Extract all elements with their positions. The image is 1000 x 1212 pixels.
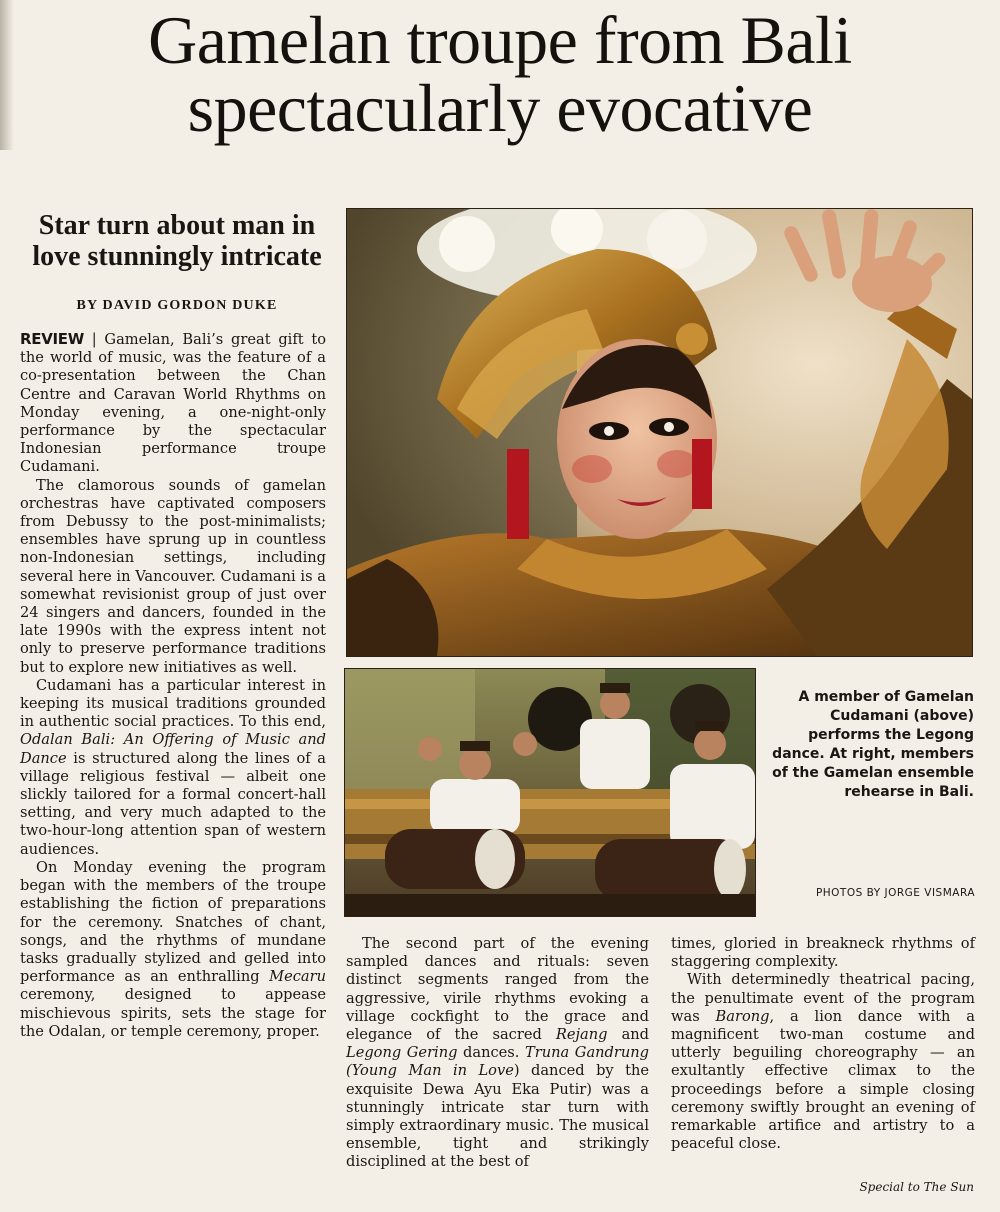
paragraph-6	[671, 971, 975, 1153]
paragraph-5-text-a: The second part of the evening sampled dances and rituals: seven distinct segments ranged from the aggressive, virile rhythms evoking a village cockfight to the grace and elegance of the sacred	[346, 935, 649, 1044]
paragraph-1-text: | Gamelan, Bali’s great gift to the world of music, was the feature of a co-presentation between the Chan Centre and Caravan World Rhythms on Monday evening, a one-night-only performance by the spectacular Indonesian performance troupe Cudamani.	[20, 331, 327, 476]
paragraph-1	[20, 330, 326, 477]
paragraph-6-text-a: With determinedly theatrical pacing, the penultimate event of the program was	[671, 971, 975, 1025]
dance-barong: Barong	[715, 1007, 770, 1025]
paragraph-5-text-d: danced by the exquisite Dewa Ayu Eka Putir) was a stunningly intricate star turn with simply extraordinary music. The musical ensemble, tight and strikingly disciplined at the best of	[346, 1062, 650, 1171]
photo-legong-dancer	[346, 208, 973, 657]
dancer-illustration	[347, 209, 972, 656]
scan-edge-shadow	[0, 0, 14, 150]
term-mecaru: Mecaru	[269, 968, 327, 986]
paragraph-3	[20, 677, 326, 859]
paragraph-5	[346, 935, 649, 1172]
paragraph-4-text-a: On Monday evening the program began with the members of the troupe establishing the fiction of preparations for the ceremony. Snatches of chant, songs, and the rhythms of mundane tasks gradually stylized and gelled into performance as an enthralling	[20, 858, 326, 986]
work-title-odalan: Odalan Bali: An Offering of Music and Dance	[20, 731, 326, 767]
ensemble-illustration	[345, 669, 755, 916]
photo-caption: A member of Gamelan Cudamani (above) performs the Legong dance. At right, members of the Gamelan ensemble rehearse in Bali.	[772, 689, 974, 800]
photo-credit: PHOTOS BY JORGE VISMARA	[815, 887, 975, 899]
review-tag: REVIEW	[20, 330, 84, 348]
headline: Gamelan troupe from Bali spectacularly evocative	[148, 2, 852, 146]
paragraph-3-text-b: is structured along the lines of a village religious festival — albeit one slickly tailored for a formal concert-hall setting, and very much adapted to the two-hour-long attention span of western audiences.	[20, 749, 327, 858]
byline: BY DAVID GORDON DUKE	[76, 298, 278, 313]
paragraph-3-text-a: Cudamani has a particular interest in keeping its musical traditions grounded in authentic social practices. To this end,	[20, 676, 326, 731]
photo-gamelan-ensemble	[344, 668, 756, 917]
dance-legong-gering: Legong Gering	[346, 1044, 458, 1062]
paren-close: )	[513, 1062, 520, 1080]
article-column-3	[671, 935, 975, 1153]
paragraph-5-text-b: and	[621, 1026, 650, 1044]
signoff: Special to The Sun	[859, 1180, 974, 1194]
paragraph-4-text-b: ceremony, designed to appease mischievous spirits, sets the stage for the Odalan, or temple ceremony, proper.	[20, 986, 326, 1040]
paragraph-4	[20, 859, 326, 1041]
paragraph-6-text-b: , a lion dance with a magnificent two-man costume and utterly beguiling choreography — an exultantly effective climax to the proceedings before a simple closing ceremony swiftly brought an evening of remarkable artifice and artistry to a peaceful close.	[671, 1007, 975, 1153]
paragraph-5-text-c: dances.	[463, 1044, 520, 1062]
subheadline: Star turn about man in love stunningly intricate	[32, 210, 322, 272]
dance-truna-gandrung: Truna Gandrung (Young Man in Love	[346, 1044, 649, 1080]
article-column-1	[20, 330, 326, 1041]
paragraph-5-continued: times, gloried in breakneck rhythms of staggering complexity.	[671, 935, 975, 971]
dance-rejang: Rejang	[555, 1026, 608, 1044]
article-column-2	[346, 935, 649, 1172]
paragraph-2: The clamorous sounds of gamelan orchestras have captivated composers from Debussy to the post-minimalists; ensembles have sprung up in countless non-Indonesian settings, including several here in Vancouver. Cudamani is a somewhat revisionist group of just over 24 singers and dancers, founded in the late 1990s with the express intent not only to preserve performance traditions but to explore new initiatives as well.	[20, 476, 326, 676]
